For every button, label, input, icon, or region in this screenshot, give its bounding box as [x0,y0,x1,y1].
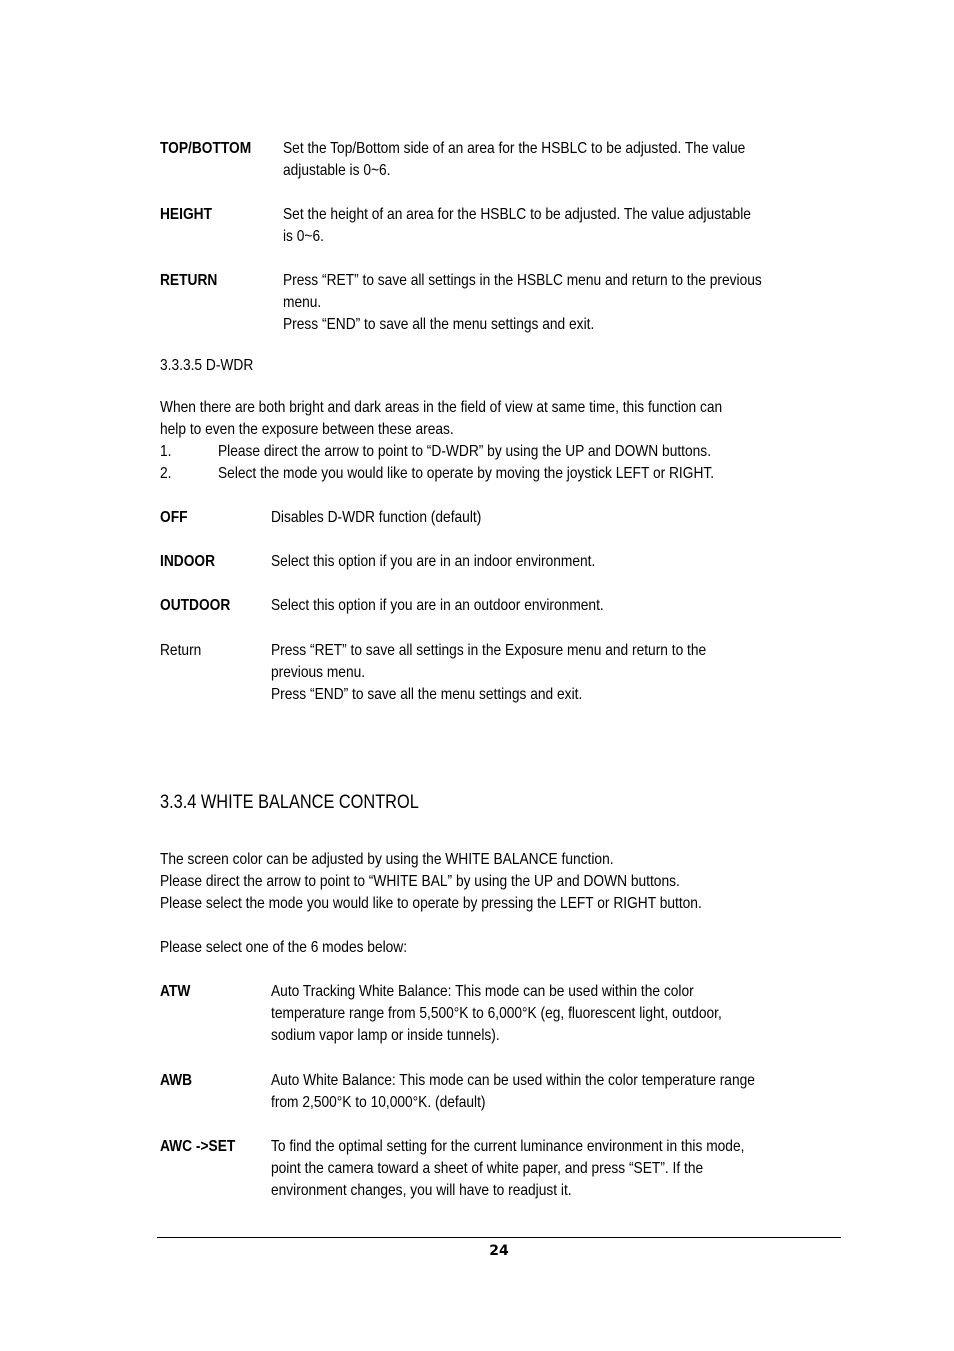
definition-line: from 2,500°K to 10,000°K. (default) [271,1094,486,1111]
wb-intro-line: Please direct the arrow to point to “WHITE BAL” by using the UP and DOWN buttons. [160,873,680,890]
definition-line: Auto Tracking White Balance: This mode can be used within the color [271,983,694,1000]
definition-line: Select this option if you are in an outdoor environment. [271,597,604,614]
definition-line: sodium vapor lamp or inside tunnels). [271,1027,500,1044]
wb-intro-line: Please select the mode you would like to operate by pressing the LEFT or RIGHT button. [160,895,702,912]
term-indoor: INDOOR [160,553,216,570]
dwdr-intro-line: help to even the exposure between these areas. [160,421,454,438]
term-awc-set: AWC ->SET [160,1138,236,1155]
term-atw: ATW [160,983,191,1000]
term-height: HEIGHT [160,206,212,223]
definition-line: adjustable is 0~6. [283,162,391,179]
definition-line: Disables D-WDR function (default) [271,509,482,526]
definition-line: Set the height of an area for the HSBLC to be adjusted. The value adjustable [283,206,751,223]
term-return: RETURN [160,272,218,289]
definition-line: Auto White Balance: This mode can be used within the color temperature range [271,1072,755,1089]
definition-line: To find the optimal setting for the current luminance environment in this mode, [271,1138,745,1155]
definition-line: Press “RET” to save all settings in the HSBLC menu and return to the previous [283,272,762,289]
term-top-bottom: TOP/BOTTOM [160,140,252,157]
wb-intro-line: The screen color can be adjusted by using the WHITE BALANCE function. [160,851,614,868]
term-off: OFF [160,509,188,526]
step-text: Select the mode you would like to operate by moving the joystick LEFT or RIGHT. [218,465,715,482]
footer-rule [157,1237,841,1238]
definition-line: Set the Top/Bottom side of an area for the HSBLC to be adjusted. The value [283,140,746,157]
definition-line: Press “END” to save all the menu settings and exit. [283,316,595,333]
definition-line: temperature range from 5,500°K to 6,000°K (eg, fluorescent light, outdoor, [271,1005,722,1022]
definition-line: previous menu. [271,664,366,681]
wb-select-text: Please select one of the 6 modes below: [160,939,408,956]
definition-line: Select this option if you are in an indoor environment. [271,553,596,570]
definition-line: environment changes, you will have to readjust it. [271,1182,572,1199]
term-outdoor: OUTDOOR [160,597,231,614]
definition-line: is 0~6. [283,228,324,245]
white-balance-heading: 3.3.4 WHITE BALANCE CONTROL [160,792,419,813]
dwdr-heading: 3.3.3.5 D-WDR [160,357,254,374]
dwdr-intro-line: When there are both bright and dark areas in the field of view at same time, this function can [160,399,723,416]
definition-line: menu. [283,294,322,311]
step-number: 2. [160,465,172,482]
step-number: 1. [160,443,172,460]
definition-line: point the camera toward a sheet of white paper, and press “SET”. If the [271,1160,704,1177]
page-number: 24 [489,1243,509,1259]
definition-line: Press “END” to save all the menu settings and exit. [271,686,583,703]
term-return: Return [160,642,202,659]
definition-line: Press “RET” to save all settings in the Exposure menu and return to the [271,642,707,659]
term-awb: AWB [160,1072,193,1089]
step-text: Please direct the arrow to point to “D-WDR” by using the UP and DOWN buttons. [218,443,712,460]
